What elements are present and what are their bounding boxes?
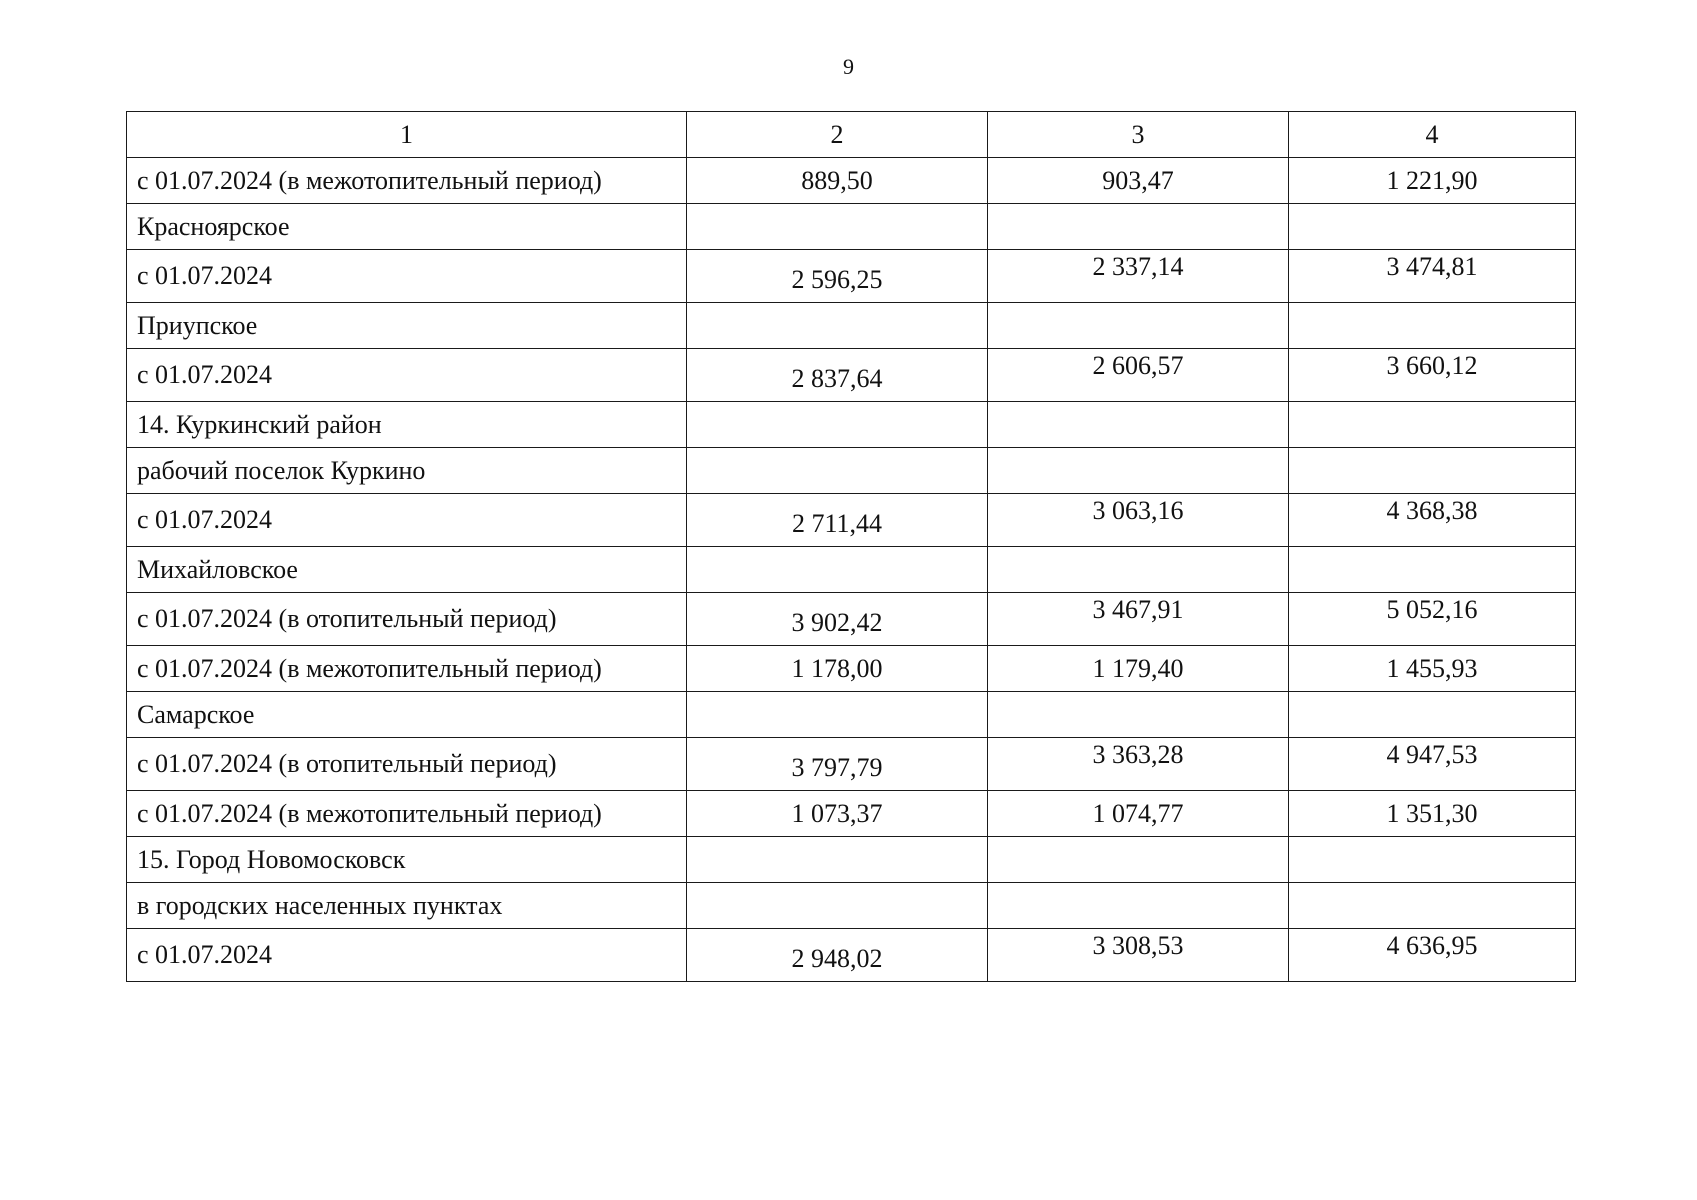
- header-cell: 3: [988, 112, 1289, 158]
- row-label: Михайловское: [127, 547, 687, 593]
- value-cell: 3 467,91: [988, 593, 1289, 646]
- value-cell: 2 606,57: [988, 349, 1289, 402]
- table-row: [127, 250, 1576, 303]
- value-cell: [687, 883, 988, 929]
- value-cell: [687, 547, 988, 593]
- table-row: [127, 791, 1576, 837]
- table-row: [127, 692, 1576, 738]
- value-cell: 1 073,37: [687, 791, 988, 837]
- tariff-table: [126, 111, 1576, 982]
- table-row: [127, 303, 1576, 349]
- value-cell: 2 837,64: [687, 349, 988, 402]
- value-cell: [687, 837, 988, 883]
- row-label: с 01.07.2024 (в межотопительный период): [127, 158, 687, 204]
- value-cell: 903,47: [988, 158, 1289, 204]
- value-cell: [687, 303, 988, 349]
- table-row: [127, 593, 1576, 646]
- table-row: [127, 494, 1576, 547]
- value-cell: 1 074,77: [988, 791, 1289, 837]
- value-cell: 3 363,28: [988, 738, 1289, 791]
- value-cell: 3 660,12: [1289, 349, 1576, 402]
- value-cell: 1 221,90: [1289, 158, 1576, 204]
- table-header-row: [127, 112, 1576, 158]
- value-cell: 3 797,79: [687, 738, 988, 791]
- value-cell: [1289, 303, 1576, 349]
- header-cell: 1: [127, 112, 687, 158]
- value-cell: 4 368,38: [1289, 494, 1576, 547]
- header-cell: 4: [1289, 112, 1576, 158]
- value-cell: [988, 402, 1289, 448]
- row-label: с 01.07.2024: [127, 250, 687, 303]
- row-label: с 01.07.2024 (в отопительный период): [127, 738, 687, 791]
- row-label: с 01.07.2024 (в межотопительный период): [127, 646, 687, 692]
- value-cell: 3 474,81: [1289, 250, 1576, 303]
- row-label: Приупское: [127, 303, 687, 349]
- table-row: [127, 646, 1576, 692]
- table-row: [127, 837, 1576, 883]
- value-cell: [988, 837, 1289, 883]
- row-label: рабочий поселок Куркино: [127, 448, 687, 494]
- value-cell: 3 308,53: [988, 929, 1289, 982]
- value-cell: 2 948,02: [687, 929, 988, 982]
- value-cell: 1 455,93: [1289, 646, 1576, 692]
- value-cell: 2 337,14: [988, 250, 1289, 303]
- value-cell: 1 351,30: [1289, 791, 1576, 837]
- value-cell: 1 178,00: [687, 646, 988, 692]
- table-row: [127, 929, 1576, 982]
- value-cell: [687, 692, 988, 738]
- value-cell: [1289, 547, 1576, 593]
- row-label: с 01.07.2024 (в межотопительный период): [127, 791, 687, 837]
- value-cell: [988, 547, 1289, 593]
- value-cell: [1289, 692, 1576, 738]
- row-label: с 01.07.2024 (в отопительный период): [127, 593, 687, 646]
- value-cell: 1 179,40: [988, 646, 1289, 692]
- table-row: [127, 738, 1576, 791]
- row-label: 14. Куркинский район: [127, 402, 687, 448]
- value-cell: [988, 204, 1289, 250]
- value-cell: [988, 692, 1289, 738]
- row-label: Самарское: [127, 692, 687, 738]
- table-row: [127, 158, 1576, 204]
- value-cell: 4 636,95: [1289, 929, 1576, 982]
- table-row: [127, 448, 1576, 494]
- row-label: с 01.07.2024: [127, 929, 687, 982]
- row-label: с 01.07.2024: [127, 494, 687, 547]
- row-label: в городских населенных пунктах: [127, 883, 687, 929]
- value-cell: [988, 448, 1289, 494]
- value-cell: [1289, 883, 1576, 929]
- value-cell: [988, 303, 1289, 349]
- table-row: [127, 349, 1576, 402]
- value-cell: [687, 402, 988, 448]
- value-cell: [687, 448, 988, 494]
- row-label: Красноярское: [127, 204, 687, 250]
- table-row: [127, 883, 1576, 929]
- value-cell: 2 711,44: [687, 494, 988, 547]
- value-cell: [1289, 204, 1576, 250]
- table-row: [127, 547, 1576, 593]
- value-cell: [1289, 402, 1576, 448]
- value-cell: 3 902,42: [687, 593, 988, 646]
- value-cell: 3 063,16: [988, 494, 1289, 547]
- table-row: [127, 204, 1576, 250]
- value-cell: 5 052,16: [1289, 593, 1576, 646]
- value-cell: [988, 883, 1289, 929]
- table-row: [127, 402, 1576, 448]
- value-cell: 889,50: [687, 158, 988, 204]
- row-label: с 01.07.2024: [127, 349, 687, 402]
- value-cell: 4 947,53: [1289, 738, 1576, 791]
- page-number: 9: [843, 54, 854, 79]
- value-cell: 2 596,25: [687, 250, 988, 303]
- value-cell: [687, 204, 988, 250]
- header-cell: 2: [687, 112, 988, 158]
- value-cell: [1289, 837, 1576, 883]
- value-cell: [1289, 448, 1576, 494]
- row-label: 15. Город Новомосковск: [127, 837, 687, 883]
